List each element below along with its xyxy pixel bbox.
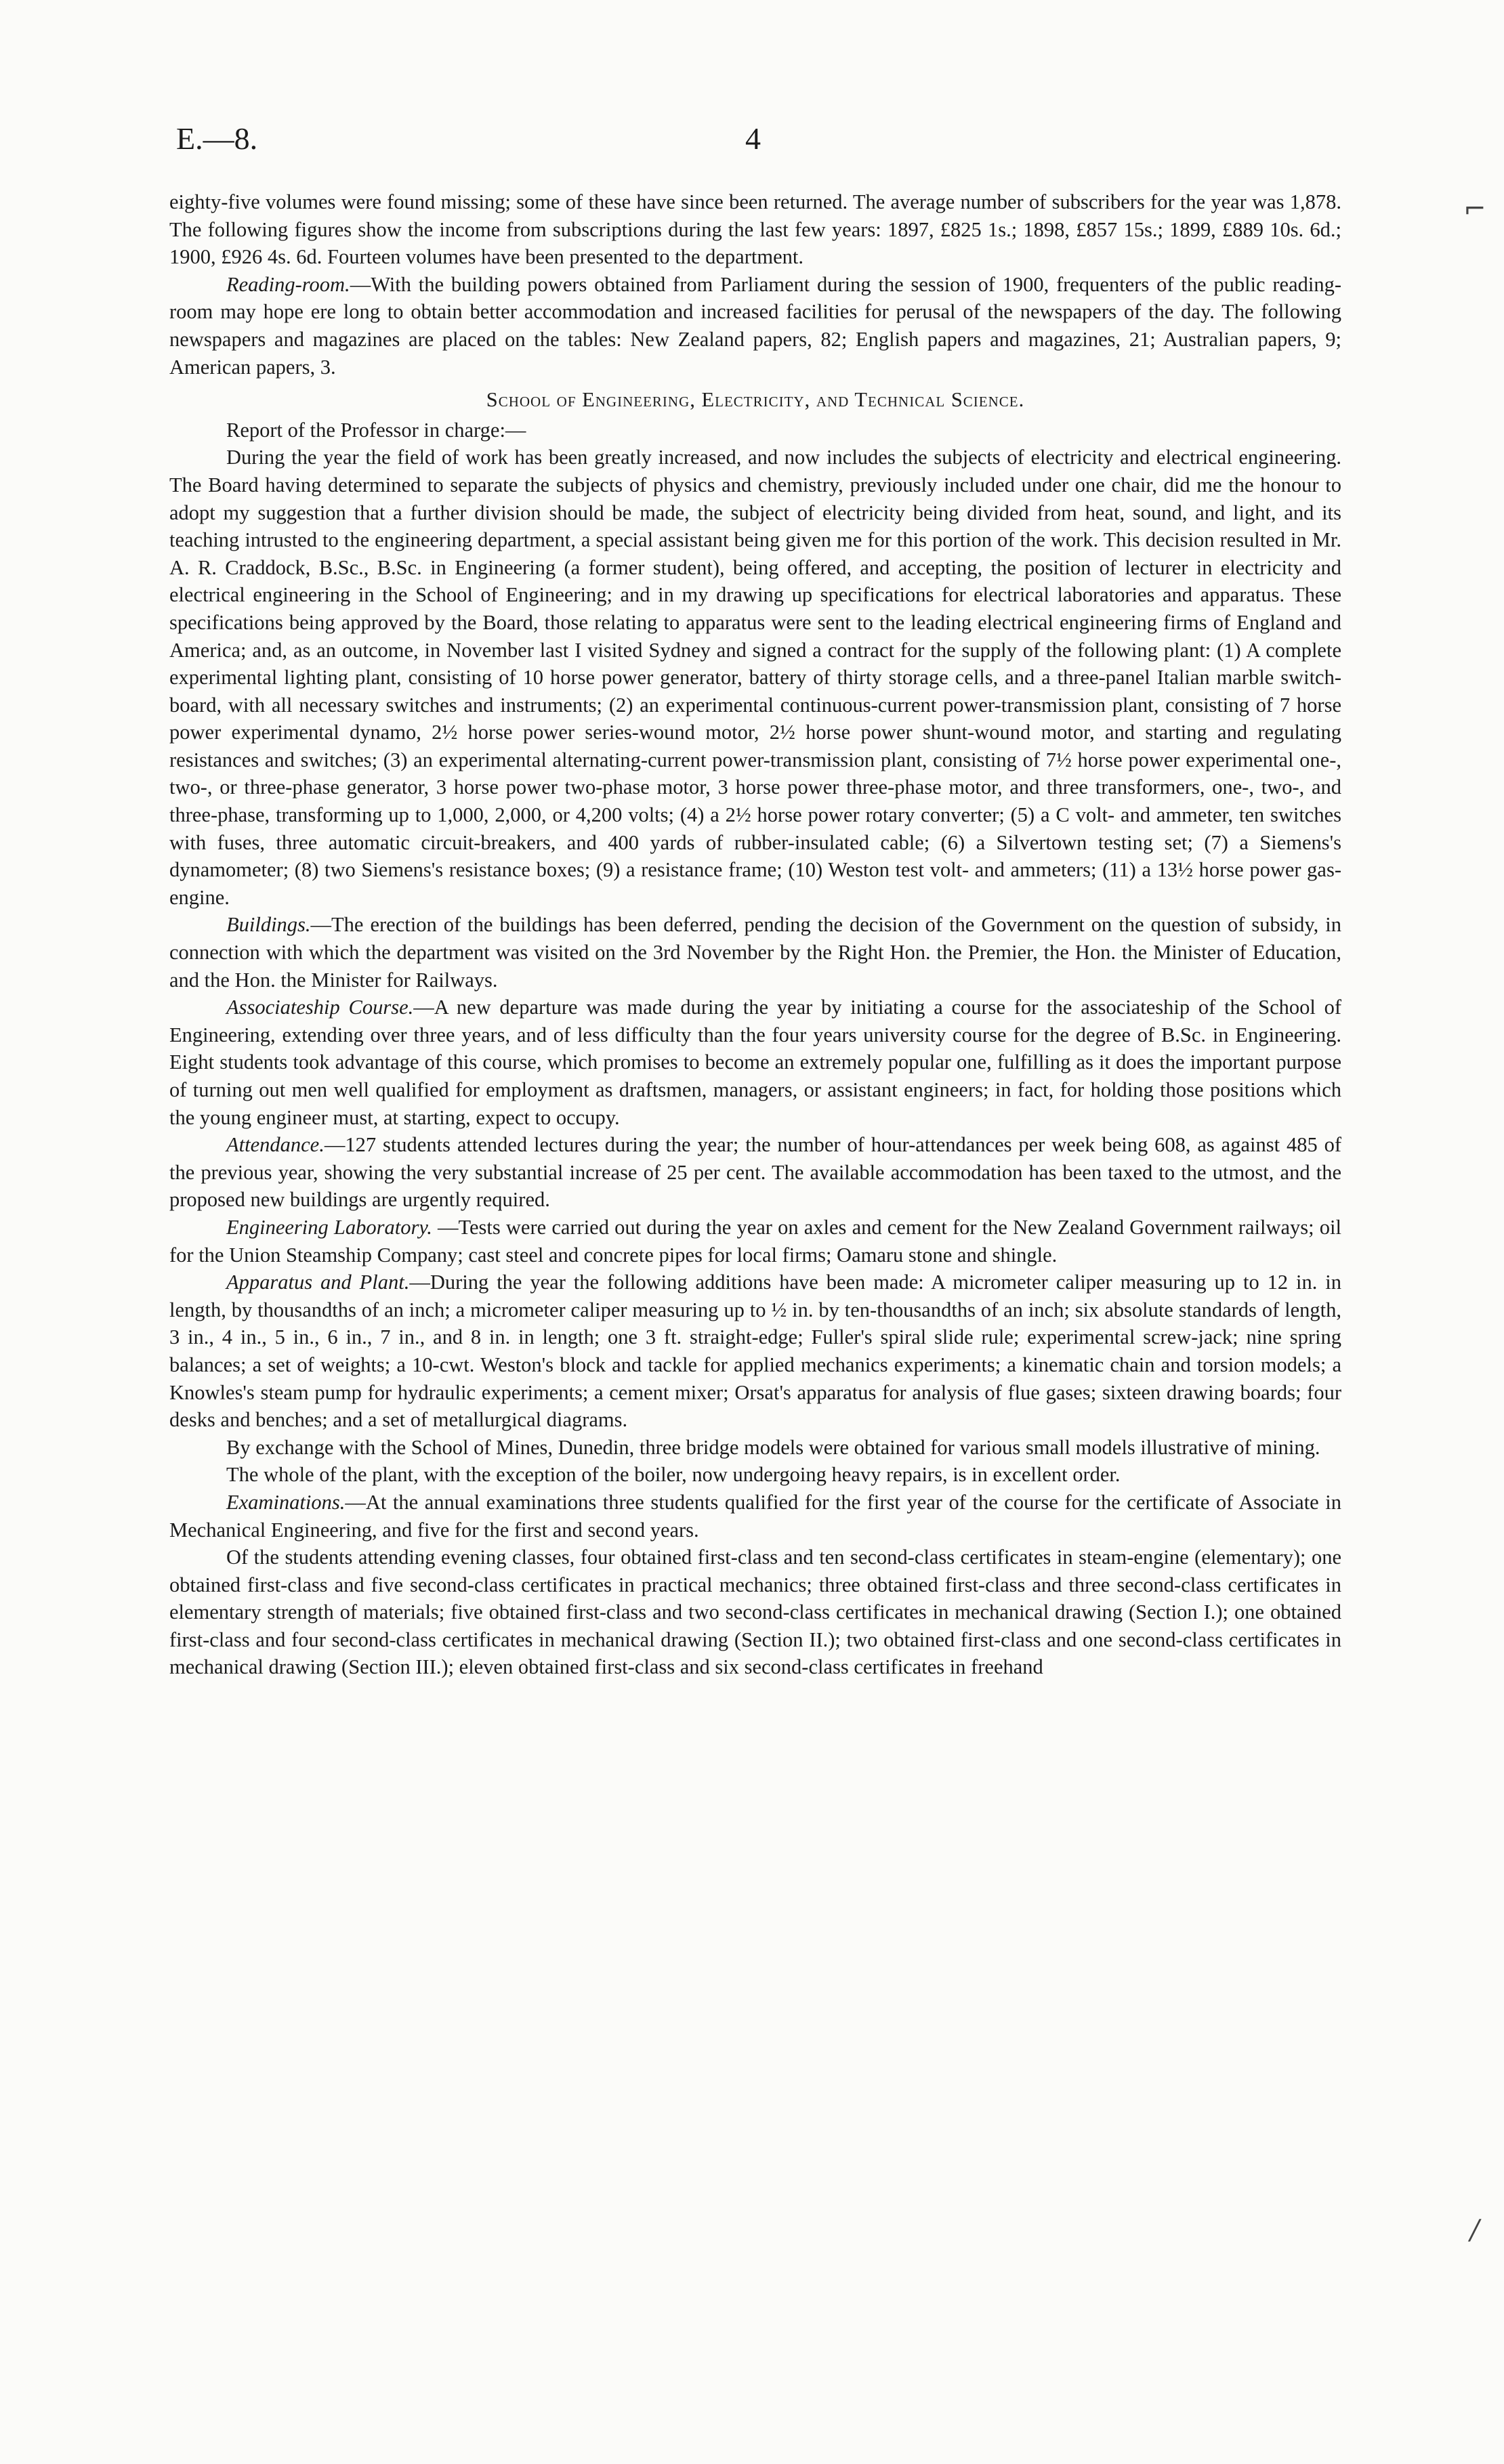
document-reference: E.—8. [176, 121, 258, 156]
paragraph-heading: Engineering Laboratory. [226, 1215, 432, 1239]
paragraph-associateship-course: Associateship Course.—A new departure was made during the year by initiating a course for the associateship of the School of Engineering, extending over three years, and of less difficulty than the four years university course for the degree of B.Sc. in Engineering. Eight students took advantage of this course, which promises to become an extremely popular one, fulfilling as it does the important purpose of turning out men well qualified for employment as draftsmen, managers, or assistant engineers; in fact, for holding those positions which the young engineer must, at starting, expect to occupy. [169, 996, 1341, 1129]
paragraph-heading: Attendance. [226, 1133, 325, 1157]
page-number: 4 [745, 121, 761, 156]
paragraph-plant-condition: The whole of the plant, with the exception of the boiler, now undergoing heavy repairs, is in excellent order. [226, 1463, 1121, 1487]
paragraph-buildings: Buildings.—The erection of the buildings has been deferred, pending the decision of the Government on the question of subsidy, in connection with which the department was visited on the 3rd November by the Right Hon. the Premier, the Hon. the Minister of Education, and the Hon. the Minister for Railways. [169, 913, 1341, 992]
paragraph-attendance: Attendance.—127 students attended lectures during the year; the number of hour-attendances per week being 608, as against 485 of the previous year, showing the very substantial increase of 25 per cent. The available accommodation has been taxed to the utmost, and the proposed new buildings are urgently required. [169, 1133, 1341, 1212]
paragraph-reading-room: Reading-room.—With the building powers obtained from Parliament during the session of 1900, frequenters of the public reading-room may hope ere long to obtain better accommodation and increased facilities for perusal of the newspapers of the day. The following newspapers and magazines are placed on the tables: New Zealand papers, 82; English papers and magazines, 21; Australian papers, 9; American papers, 3. [169, 272, 1341, 379]
paragraph-heading: Reading-room. [226, 272, 350, 296]
paragraph-field-of-work: During the year the field of work has been greatly increased, and now includes the subjects of electricity and electrical engineering. The Board having determined to separate the subjects of physics and chemistry, previously included under one chair, did me the honour to adopt my suggestion that a further division should be made, the subject of electricity being divided from heat, sound, and light, and its teaching intrusted to the engineering department, a special assistant being given me for this portion of the work. This decision resulted in Mr. A. R. Craddock, B.Sc., B.Sc. in Engineering (a former student), being offered, and accepting, the position of lecturer in electricity and electrical engineering in the School of Engineering; and in my drawing up specifications for electrical laboratories and apparatus. These specifications being approved by the Board, those relating to apparatus were sent to the leading electrical engineering firms of England and America; and, as an outcome, in November last I visited Sydney and signed a contract for the supply of the following plant: (1) A complete experimental lighting plant, consisting of 10 horse power generator, battery of thirty storage cells, and a three-panel Italian marble switch-board, with all necessary switches and instruments; (2) an experimental continuous-current power-transmission plant, consisting of 7 horse power experimental dynamo, 2½ horse power series-wound motor, 2½ horse power shunt-wound motor, and starting and regulating resistances and switches; (3) an experimental alternating-current power-transmission plant, consisting of 7½ horse power experimental one-, two-, or three-phase generator, 3 horse power two-phase motor, 3 horse power three-phase motor, and three transformers, one-, two-, and three-phase, transforming up to 1,000, 2,000, or 4,200 volts; (4) a 2½ horse power rotary converter; (5) a C volt- and ammeter, ten switches with fuses, three automatic circuit-breakers, and 400 yards of rubber-insulated cable; (6) a Silvertown testing set; (7) a Siemens's dynamometer; (8) two Siemens's resistance boxes; (9) a resistance frame; (10) Weston test volt- and ammeters; (11) a 13½ horse power gas-engine. [169, 446, 1341, 909]
paragraph-heading: Examinations. [226, 1490, 346, 1514]
paragraph-heading: Apparatus and Plant. [226, 1271, 410, 1294]
page-body [169, 188, 1341, 1681]
page-header [176, 121, 1341, 168]
paragraph-heading: Associateship Course. [226, 996, 414, 1019]
paragraph-evening-classes: Of the students attending evening classes, four obtained first-class and ten second-class certificates in steam-engine (elementary); one obtained first-class and five second-class certificates in practical mechanics; three obtained first-class and three second-class certificates in elementary strength of materials; five obtained first-class and two second-class certificates in mechanical drawing (Section I.); one obtained first-class and four second-class certificates in mechanical drawing (Section II.); two obtained first-class and one second-class certificates in mechanical drawing (Section III.); eleven obtained first-class and six second-class certificates in freehand [169, 1546, 1341, 1679]
margin-pencil-mark: / [1470, 2215, 1480, 2246]
paragraph-report-intro: Report of the Professor in charge:— [226, 418, 526, 442]
paragraph-heading: Buildings. [226, 913, 311, 937]
section-title: School of Engineering, Electricity, and Technical Science. [486, 388, 1025, 412]
paragraph-apparatus-and-plant: Apparatus and Plant.—During the year the following additions have been made: A micrometer caliper measuring up to 12 in. in length, by thousandths of an inch; a micrometer caliper measuring up to ½ in. by ten-thousandths of an inch; six absolute standards of length, 3 in., 4 in., 5 in., 6 in., 7 in., and 8 in. in length; one 3 ft. straight-edge; Fuller's spiral slide rule; experimental screw-jack; nine spring balances; a set of weights; a 10-cwt. Weston's block and tackle for applied mechanics experiments; a kinematic chain and torsion models; a Knowles's steam pump for hydraulic experiments; a cement mixer; Orsat's apparatus for analysis of flue gases; sixteen drawing boards; four desks and benches; and a set of metallurgical diagrams. [169, 1271, 1342, 1432]
paragraph-library-volumes: eighty-five volumes were found missing; some of these have since been returned. The average number of subscribers for the year was 1,878. The following figures show the income from subscriptions during the last few years: 1897, £825 1s.; 1898, £857 15s.; 1899, £889 10s. 6d.; 1900, £926 4s. 6d. Fourteen volumes have been presented to the department. [169, 190, 1341, 269]
paragraph-engineering-laboratory: Engineering Laboratory. —Tests were carried out during the year on axles and cement for the New Zealand Government railways; oil for the Union Steamship Company; cast steel and concrete pipes for local firms; Oamaru stone and shingle. [169, 1215, 1341, 1267]
paragraph-examinations: Examinations.—At the annual examinations three students qualified for the first year of the course for the certificate of Associate in Mechanical Engineering, and five for the first and second years. [169, 1490, 1341, 1542]
paragraph-exchange-school-of-mines: By exchange with the School of Mines, Dunedin, three bridge models were obtained for various small models illustrative of mining. [226, 1435, 1320, 1459]
margin-tick-mark: ⌐ [1463, 194, 1486, 225]
